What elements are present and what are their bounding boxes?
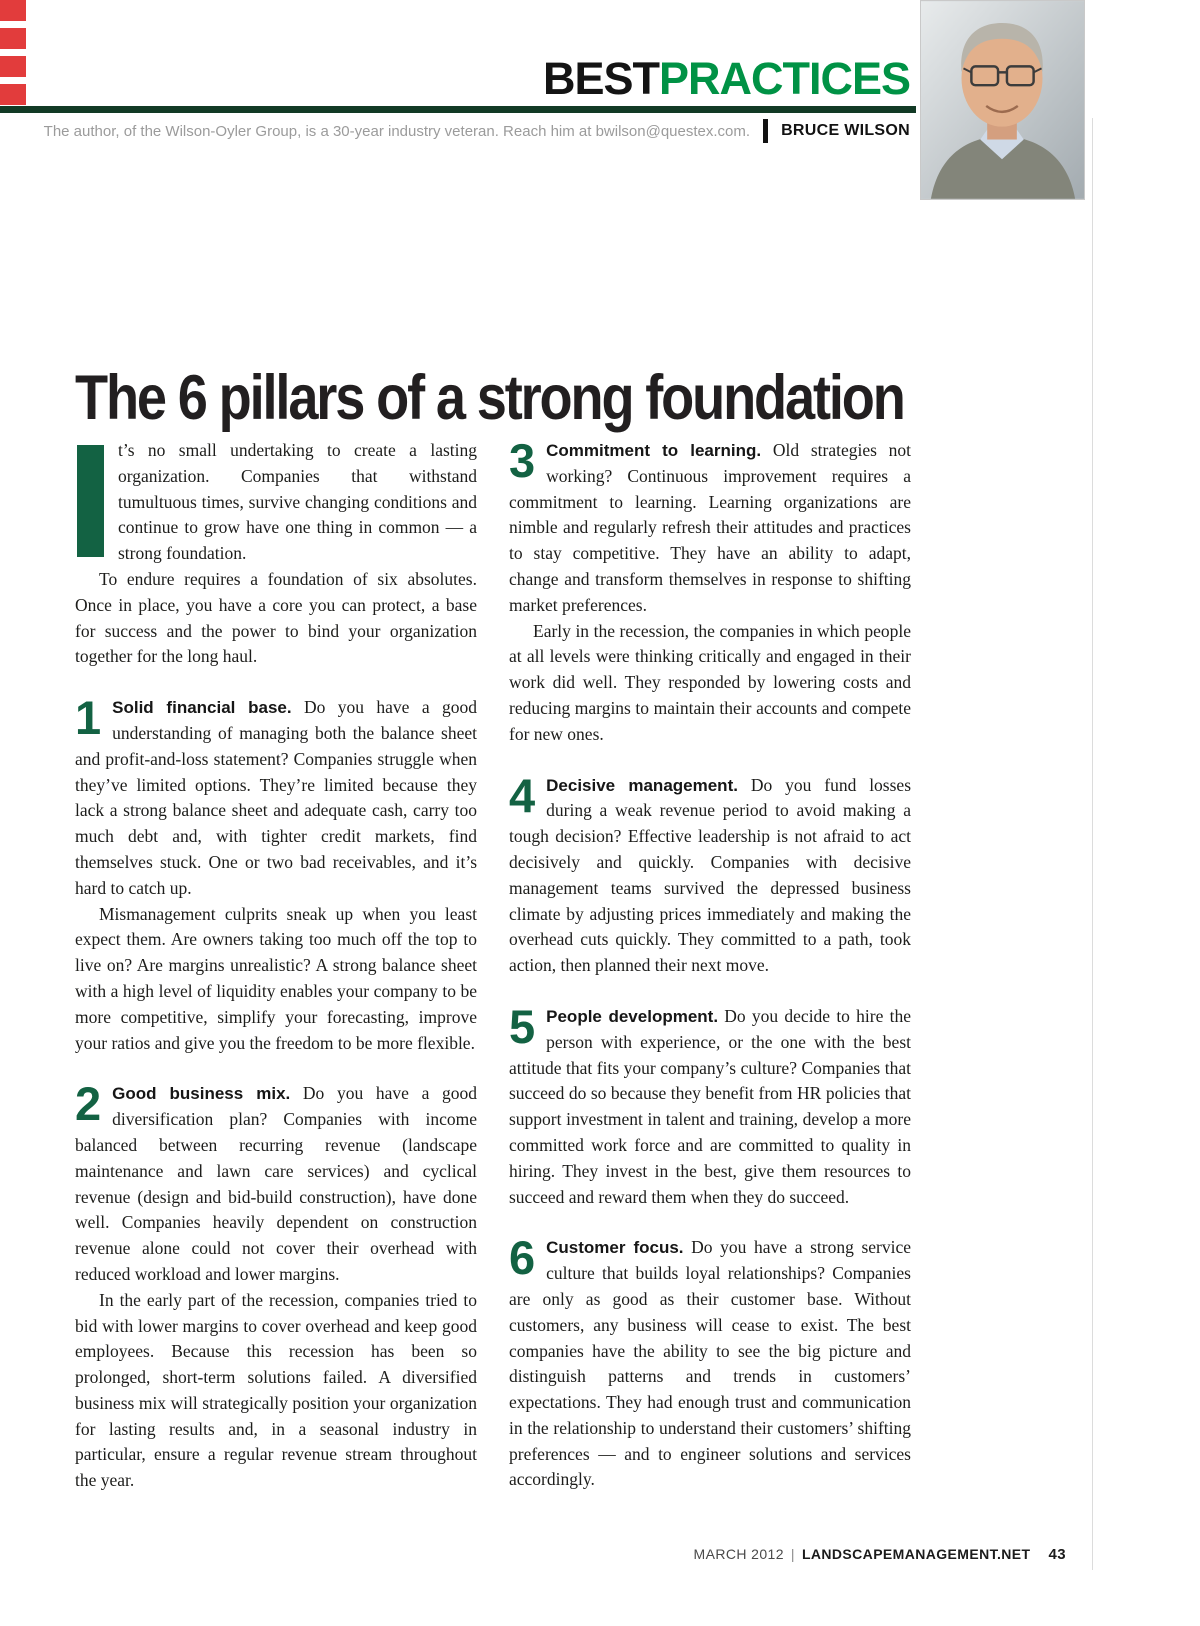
- section-5-text: Do you decide to hire the person with experience, or the one with the best attitude that fits your company’s culture? Companies that succeed do so because they benefit from HR policies that support investment in talent and training, develop a more committed work force and are committed to quality in hiring. They invest in the best, give them resources to succeed and reward them when they do succeed.: [509, 1005, 911, 1207]
- section-3-lead: Commitment to learning.: [546, 441, 762, 460]
- section-1-paragraph-2: Mismanagement culprits sneak up when you least expect them. Are owners taking too much off the top to live on? Are margins unrealistic? A strong balance sheet with a high level of liquidity enables your company to be more competitive, simplify your forecasting, improve your ratios and give you the freedom to be more flexible.: [75, 903, 477, 1053]
- section-2-paragraph-1: [75, 1077, 477, 1287]
- author-photo-illustration: [921, 1, 1084, 199]
- section-1-number: 1: [75, 691, 102, 745]
- masthead-best: BEST: [542, 53, 659, 104]
- section-3-text: Old strategies not working? Continuous improvement requires a commitment to learning. Learning organizations are nimble and regularly refresh their attitudes and practices to stay competitive. They have an ability to adapt, change and transform themselves in response to shifting market preferences.: [509, 440, 911, 615]
- section-3: [509, 434, 911, 748]
- byline-row: [44, 119, 910, 143]
- page-title: The 6 pillars of a strong foundation: [75, 363, 904, 434]
- intro-paragraph-1: [75, 438, 477, 567]
- section-2-text: Do you have a good diversification plan? Companies with income balanced between recurring revenue (landscape maintenance and lawn care services) and cyclical revenue (design and bid-build construction), have done well. Companies heavily dependent on construction revenue alone could not cover their overhead with reduced workload and lower margins.: [75, 1083, 477, 1284]
- masthead-practices: PRACTICES: [658, 53, 910, 104]
- dropcap-i: [77, 445, 104, 557]
- section-5-number: 5: [509, 999, 536, 1053]
- footer-issue: MARCH 2012: [693, 1546, 784, 1562]
- author-photo: [920, 0, 1085, 200]
- section-1-paragraph-1: [75, 691, 477, 901]
- intro-text-1: t’s no small undertaking to create a lasting organization. Companies that withstand tumultuous times, survive changing conditions and continue to grow have one thing in common — a strong foundation.: [118, 440, 477, 564]
- section-2-paragraph-2: In the early part of the recession, companies tried to bid with lower margins to cover overhead and keep good employees. Because this recession has been so prolonged, short-term solutions failed. A diversified business mix will strategically position your organization for lasting results and, in a seasonal industry in particular, ensure a regular revenue stream throughout the year.: [75, 1289, 477, 1491]
- right-column: [509, 434, 912, 1494]
- section-6: [509, 1231, 912, 1493]
- page-footer: [0, 1546, 1066, 1563]
- corner-registration-stripes: [0, 0, 26, 110]
- section-3-number: 3: [509, 434, 536, 487]
- byline-divider: [763, 119, 768, 143]
- section-6-number: 6: [509, 1231, 536, 1285]
- section-4-number: 4: [509, 768, 536, 822]
- section-5: [509, 999, 911, 1210]
- header-rule: [0, 106, 916, 113]
- author-tagline: The author, of the Wilson-Oyler Group, is a 30-year industry veteran. Reach him at bwilson@questex.com.: [43, 122, 751, 140]
- section-1-text: Do you have a good understanding of managing both the balance sheet and profit-and-loss statement? Companies struggle when they’ve limited options. They’re limited because they lack a strong balance sheet and adequate cash, carry too much debt and, with tighter credit markets, find themselves stuck. One or two bad receivables, and it’s hard to catch up.: [75, 697, 477, 898]
- section-2: [75, 1077, 477, 1494]
- section-2-lead: Good business mix.: [112, 1084, 291, 1104]
- section-2-number: 2: [75, 1077, 102, 1131]
- section-6-paragraph-1: [509, 1231, 912, 1493]
- section-4-text: Do you fund losses during a weak revenue period to avoid making a tough decision? Effective leadership is not afraid to act decisively and quickly. Companies with decisive management teams survived the depressed business climate by adjusting prices immediately and making the overhead cuts quickly. They committed to a path, took action, then planned their next move.: [509, 774, 912, 976]
- section-4: [509, 768, 912, 979]
- section-6-lead: Customer focus.: [546, 1238, 684, 1258]
- section-4-paragraph-1: [509, 768, 912, 979]
- footer-separator: |: [790, 1546, 795, 1562]
- article-body: [75, 434, 912, 1494]
- footer-site: LANDSCAPEMANAGEMENT.NET: [801, 1546, 1031, 1562]
- author-name: BRUCE WILSON: [781, 122, 910, 139]
- section-5-lead: People development.: [546, 1006, 719, 1026]
- section-6-text: Do you have a strong service culture that builds loyal relationships? Companies are only as good as their customer base. Without customers, any business will cease to exist. The best companies have the ability to see the big picture and distinguish patterns and trends in customers’ expectations. They had enough trust and communication in the relationship to understand their customers’ shifting preferences — and to engineer solutions and services accordingly.: [509, 1237, 912, 1490]
- section-1: [75, 691, 477, 1056]
- right-margin-rule: [1092, 118, 1093, 1570]
- intro-paragraph-2: To endure requires a foundation of six absolutes. Once in place, you have a core you can protect, a base for success and the power to bind your organization together for the long haul.: [75, 568, 477, 667]
- footer-page-number: 43: [1048, 1546, 1066, 1563]
- section-3-paragraph-1: [509, 434, 911, 619]
- section-5-paragraph-1: [509, 999, 911, 1210]
- section-3-paragraph-2: Early in the recession, the companies in which people at all levels were thinking critically and engaged in their work did well. They responded by lowering costs and reducing margins to maintain their accounts and compete for new ones.: [509, 620, 911, 744]
- column-masthead: [542, 53, 910, 104]
- section-1-lead: Solid financial base.: [112, 698, 292, 718]
- left-column: [75, 438, 477, 1494]
- section-4-lead: Decisive management.: [546, 775, 738, 795]
